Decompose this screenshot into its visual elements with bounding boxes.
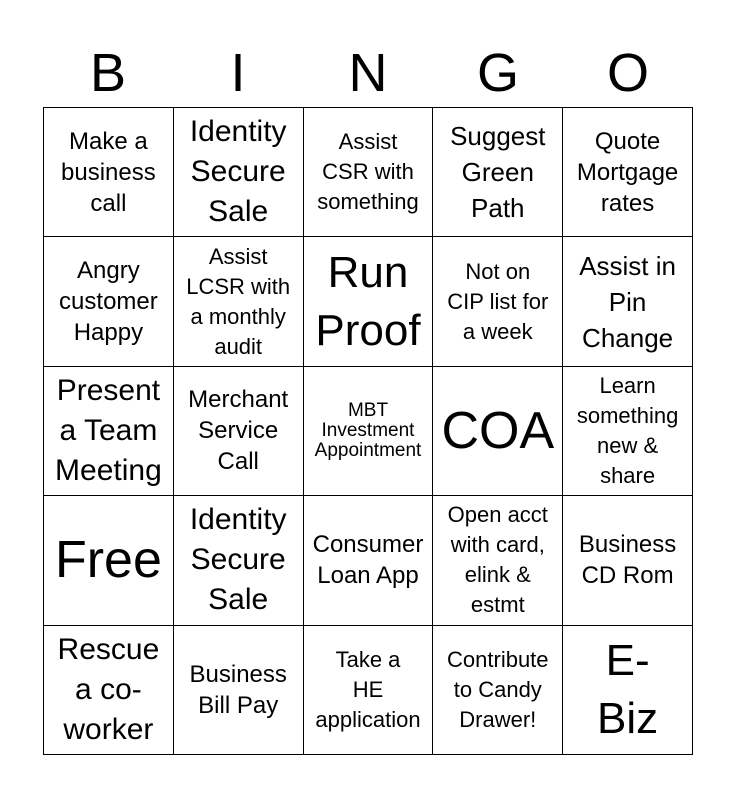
bingo-cell[interactable] bbox=[44, 237, 174, 366]
bingo-cell-text: Assist in Pin Change bbox=[579, 250, 676, 353]
bingo-cell-text: Rescue a co- worker bbox=[57, 632, 160, 746]
bingo-cell-text: Consumer Loan App bbox=[312, 531, 424, 590]
bingo-cell[interactable] bbox=[563, 626, 693, 755]
bingo-cell-text: Merchant Service Call bbox=[188, 386, 289, 476]
bingo-cell[interactable] bbox=[44, 626, 174, 755]
bingo-cell-text: Business Bill Pay bbox=[189, 660, 287, 719]
bingo-cell-text: Suggest Green Path bbox=[450, 121, 546, 224]
bingo-cell-text: Run Proof bbox=[315, 247, 421, 355]
bingo-cell[interactable] bbox=[174, 626, 304, 755]
header-letter-n: N bbox=[348, 43, 388, 103]
bingo-cell-text: Identity Secure Sale bbox=[189, 503, 287, 617]
bingo-cell[interactable] bbox=[304, 367, 434, 496]
header-letter-b: B bbox=[89, 43, 127, 103]
bingo-cell[interactable] bbox=[44, 367, 174, 496]
bingo-cell-text: Not on CIP list for a week bbox=[447, 258, 549, 344]
bingo-cell-text: Make a business call bbox=[61, 127, 156, 217]
bingo-cell[interactable] bbox=[433, 108, 563, 237]
bingo-cell[interactable] bbox=[433, 626, 563, 755]
bingo-cell[interactable] bbox=[174, 237, 304, 366]
bingo-cell-text: Assist LCSR with a monthly audit bbox=[186, 243, 291, 359]
bingo-header bbox=[43, 40, 693, 106]
bingo-cell[interactable] bbox=[304, 496, 434, 625]
bingo-cell-text: Learn something new & share bbox=[576, 372, 679, 488]
bingo-cell[interactable] bbox=[563, 496, 693, 625]
bingo-cell-text: Assist CSR with something bbox=[317, 129, 419, 215]
bingo-cell[interactable] bbox=[304, 108, 434, 237]
bingo-cell[interactable] bbox=[304, 237, 434, 366]
bingo-cell[interactable] bbox=[563, 108, 693, 237]
header-letter-i: I bbox=[230, 43, 246, 103]
bingo-cell-text: Quote Mortgage rates bbox=[576, 127, 679, 217]
bingo-cell[interactable] bbox=[563, 237, 693, 366]
header-letter-o: O bbox=[606, 43, 649, 103]
bingo-cell[interactable] bbox=[44, 496, 174, 625]
bingo-cell[interactable] bbox=[433, 496, 563, 625]
bingo-cell[interactable] bbox=[433, 367, 563, 496]
bingo-cell[interactable] bbox=[174, 367, 304, 496]
header-letter-g: G bbox=[476, 43, 519, 103]
bingo-cell-text: Contribute to Candy Drawer! bbox=[447, 646, 549, 732]
bingo-cell[interactable] bbox=[44, 108, 174, 237]
bingo-cell-text: Free bbox=[54, 531, 162, 590]
bingo-cell-text: COA bbox=[441, 401, 555, 460]
bingo-cell[interactable] bbox=[433, 237, 563, 366]
bingo-cell-text: MBT Investment Appointment bbox=[314, 399, 422, 461]
bingo-cell[interactable] bbox=[563, 367, 693, 496]
bingo-cell[interactable] bbox=[174, 108, 304, 237]
bingo-cell-text: Identity Secure Sale bbox=[189, 115, 287, 229]
bingo-cell[interactable] bbox=[304, 626, 434, 755]
bingo-cell-text: E- Biz bbox=[597, 635, 659, 743]
bingo-cell[interactable] bbox=[174, 496, 304, 625]
bingo-cell-text: Take a HE application bbox=[315, 646, 421, 732]
bingo-cell-text: Angry customer Happy bbox=[59, 257, 158, 347]
bingo-cell-text: Present a Team Meeting bbox=[55, 373, 162, 487]
bingo-board bbox=[43, 107, 693, 755]
bingo-cell-text: Open acct with card, elink & estmt bbox=[447, 502, 548, 618]
bingo-cell-text: Business CD Rom bbox=[578, 531, 677, 590]
